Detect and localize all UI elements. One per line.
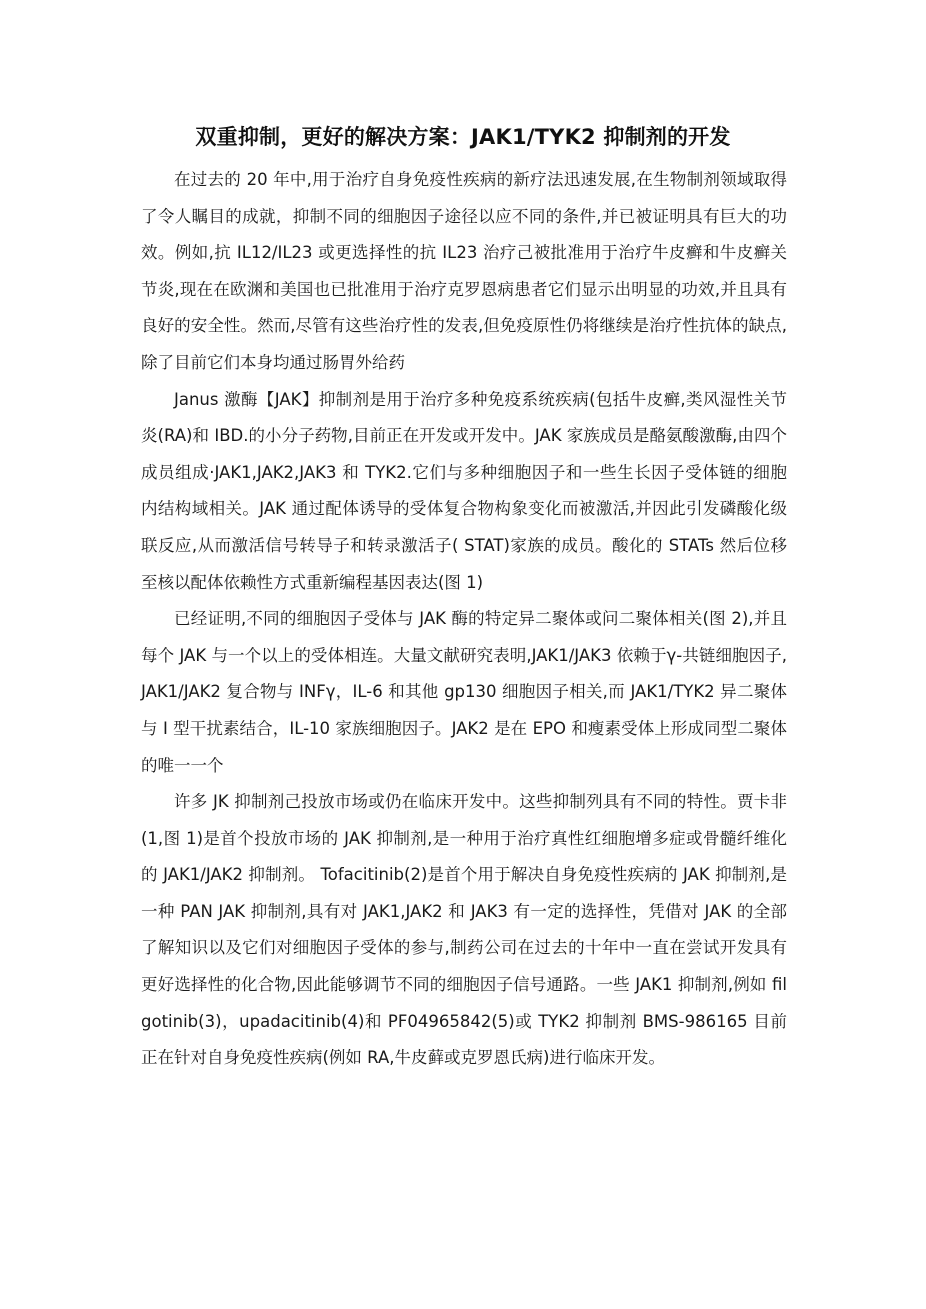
document-title: 双重抑制，更好的解决方案：JAK1/TYK2 抑制剂的开发 — [195, 125, 731, 149]
paragraph-intro: 在过去的 20 年中,用于治疗自身免疫性疾病的新疗法迅速发展,在生物制剂领域取得了令人瞩目的成就，抑制不同的细胞因子途径以应不同的条件,并已被证明具有巨大的功效。例如,抗 IL12/IL23 或更选择性的抗 IL23 治疗己被批准用于治疗牛皮癣和牛皮癣关节炎,现在在欧渊和美国也已批准用于治疗克罗恩病患者它们显示出明显的功效,并且具有良好的安全性。然而,尽管有这些治疗性的发表,但免疫原性仍将继续是治疗性抗体的缺点,除了目前它们本身均通过肠胃外给药 — [141, 170, 787, 372]
document-body — [141, 162, 787, 1077]
paragraph-receptor-pairs: 已经证明,不同的细胞因子受体与 JAK 酶的特定异二聚体或问二聚体相关(图 2),并且每个 JAK 与一个以上的受体相连。大量文献研究表明,JAK1/JAK3 依赖于γ-共链细胞因子,JAK1/JAK2 复合物与 INFγ，IL-6 和其他 gp130 细胞因子相关,而 JAK1/TYK2 异二聚体与 I 型干扰素结合，IL-10 家族细胞因子。JAK2 是在 EPO 和瘦素受体上形成同型二聚体的唯一一个 — [141, 609, 787, 775]
paragraph-jak-overview: Janus 激酶【JAK】抑制剂是用于治疗多种免疫系统疾病(包括牛皮癣,类风湿性关节炎(RA)和 IBD.的小分子药物,目前正在开发或开发中。JAK 家族成员是酪氨酸激酶,由四个成员组成·JAK1,JAK2,JAK3 和 TYK2.它们与多种细胞因子和一些生长因子受体链的细胞内结构域相关。JAK 通过配体诱导的受体复合物构象变化而被激活,并因此引发磷酸化级联反应,从而激活信号转导子和转录激活子( STAT)家族的成员。酸化的 STATs 然后位移至核以配体依赖性方式重新编程基因表达(图 1) — [141, 389, 787, 592]
paragraph-inhibitors: 许多 JK 抑制剂己投放市场或仍在临床开发中。这些抑制列具有不同的特性。贾卡非(1,图 1)是首个投放市场的 JAK 抑制剂,是一种用于治疗真性红细胞增多症或骨髓纤维化的 JAK1/JAK2 抑制剂。 Tofacitinib(2)是首个用于解决自身免疫性疾病的 JAK 抑制剂,是一种 PAN JAK 抑制剂,具有对 JAK1,JAK2 和 JAK3 有一定的选择性，凭借对 JAK 的全部了解知识以及它们对细胞因子受体的参与,制药公司在过去的十年中一直在尝试开发具有更好选择性的化合物,因此能够调节不同的细胞因子信号通路。一些 JAK1 抑制剂,例如 filgotinib(3)，upadacitinib(4)和 PF04965842(5)或 TYK2 抑制剂 BMS-986165 目前正在针对自身免疫性疾病(例如 RA,牛皮藓或克罗恩氏病)进行临床开发。 — [141, 792, 787, 1068]
